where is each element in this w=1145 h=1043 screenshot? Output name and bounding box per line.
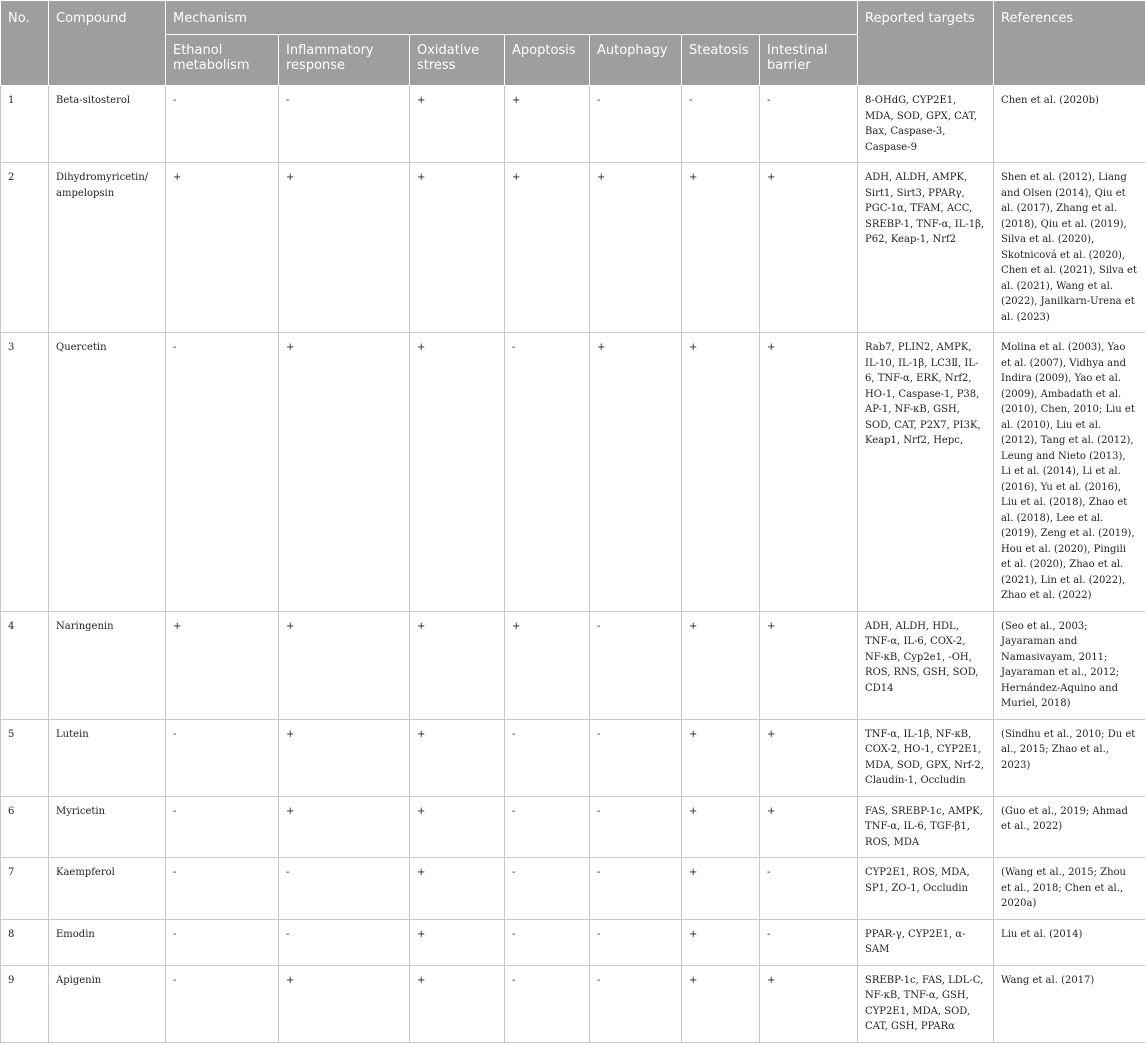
cell-no: 6	[1, 796, 49, 858]
cell-ethanol-metabolism: -	[166, 965, 279, 1042]
cell-intestinal-barrier: +	[760, 965, 858, 1042]
cell-compound: Naringenin	[49, 611, 166, 719]
cell-reported-targets: TNF-α, IL-1β, NF-κB, COX-2, HO-1, CYP2E1, MDA, SOD, GPX, Nrf-2, Claudin-1, Occludin	[858, 719, 994, 796]
table-row	[1, 919, 1145, 965]
cell-intestinal-barrier: -	[760, 86, 858, 163]
cell-steatosis: +	[682, 919, 760, 965]
cell-ethanol-metabolism: +	[166, 163, 279, 333]
cell-reported-targets: CYP2E1, ROS, MDA, SP1, ZO-1, Occludin	[858, 858, 994, 920]
cell-autophagy: -	[590, 611, 682, 719]
cell-inflammatory-response: +	[279, 611, 410, 719]
cell-compound: Lutein	[49, 719, 166, 796]
cell-compound: Dihydromyricetin/ ampelopsin	[49, 163, 166, 333]
cell-no: 8	[1, 919, 49, 965]
cell-steatosis: +	[682, 796, 760, 858]
cell-references: Liu et al. (2014)	[994, 919, 1145, 965]
subheader-intestinal-barrier: Intestinal barrier	[760, 35, 858, 86]
cell-autophagy: -	[590, 719, 682, 796]
cell-oxidative-stress: +	[410, 965, 505, 1042]
cell-oxidative-stress: +	[410, 796, 505, 858]
header-reported-targets: Reported targets	[858, 1, 994, 86]
cell-intestinal-barrier: +	[760, 719, 858, 796]
cell-oxidative-stress: +	[410, 919, 505, 965]
table-row	[1, 796, 1145, 858]
cell-reported-targets: FAS, SREBP-1c, AMPK, TNF-α, IL-6, TGF-β1, ROS, MDA	[858, 796, 994, 858]
cell-apoptosis: +	[505, 86, 590, 163]
cell-references: (Wang et al., 2015; Zhou et al., 2018; Chen et al., 2020a)	[994, 858, 1145, 920]
cell-compound: Kaempferol	[49, 858, 166, 920]
cell-apoptosis: -	[505, 719, 590, 796]
cell-compound: Myricetin	[49, 796, 166, 858]
cell-ethanol-metabolism: -	[166, 919, 279, 965]
cell-no: 4	[1, 611, 49, 719]
cell-apoptosis: +	[505, 163, 590, 333]
cell-oxidative-stress: +	[410, 719, 505, 796]
cell-inflammatory-response: +	[279, 719, 410, 796]
cell-ethanol-metabolism: -	[166, 719, 279, 796]
cell-reported-targets: PPAR-γ, CYP2E1, α-SAM	[858, 919, 994, 965]
cell-steatosis: +	[682, 333, 760, 612]
cell-ethanol-metabolism: -	[166, 858, 279, 920]
table-row	[1, 719, 1145, 796]
cell-ethanol-metabolism: -	[166, 86, 279, 163]
cell-reported-targets: 8-OHdG, CYP2E1, MDA, SOD, GPX, CAT, Bax, Caspase-3, Caspase-9	[858, 86, 994, 163]
cell-apoptosis: -	[505, 796, 590, 858]
cell-autophagy: -	[590, 796, 682, 858]
table-row	[1, 965, 1145, 1042]
cell-inflammatory-response: -	[279, 858, 410, 920]
cell-steatosis: -	[682, 86, 760, 163]
cell-reported-targets: ADH, ALDH, AMPK, Sirt1, Sirt3, PPARγ, PGC-1α, TFAM, ACC, SREBP-1, TNF-α, IL-1β, P62, Keap-1, Nrf2	[858, 163, 994, 333]
cell-compound: Emodin	[49, 919, 166, 965]
cell-no: 9	[1, 965, 49, 1042]
cell-steatosis: +	[682, 965, 760, 1042]
subheader-steatosis: Steatosis	[682, 35, 760, 86]
cell-oxidative-stress: +	[410, 86, 505, 163]
table-row	[1, 858, 1145, 920]
cell-no: 2	[1, 163, 49, 333]
table-header	[1, 1, 1145, 86]
cell-reported-targets: Rab7, PLIN2, AMPK, IL-10, IL-1β, LC3Ⅱ, IL-6, TNF-α, ERK, Nrf2, HO-1, Caspase-1, P38, AP-1, NF-κB, GSH, SOD, CAT, P2X7, PI3K, Keap1, Nrf2, Hepc,	[858, 333, 994, 612]
table-row	[1, 333, 1145, 612]
cell-apoptosis: -	[505, 965, 590, 1042]
cell-no: 5	[1, 719, 49, 796]
cell-apoptosis: +	[505, 611, 590, 719]
header-references: References	[994, 1, 1145, 86]
header-no: No.	[1, 1, 49, 86]
cell-intestinal-barrier: +	[760, 163, 858, 333]
cell-no: 1	[1, 86, 49, 163]
cell-inflammatory-response: +	[279, 163, 410, 333]
cell-steatosis: +	[682, 719, 760, 796]
cell-oxidative-stress: +	[410, 858, 505, 920]
subheader-ethanol-metabolism: Ethanol metabolism	[166, 35, 279, 86]
cell-no: 7	[1, 858, 49, 920]
cell-autophagy: -	[590, 86, 682, 163]
cell-references: Chen et al. (2020b)	[994, 86, 1145, 163]
table-row	[1, 611, 1145, 719]
cell-reported-targets: ADH, ALDH, HDL, TNF-α, IL-6, COX-2, NF-κB, Cyp2e1, -OH, ROS, RNS, GSH, SOD, CD14	[858, 611, 994, 719]
cell-references: (Sindhu et al., 2010; Du et al., 2015; Zhao et al., 2023)	[994, 719, 1145, 796]
cell-apoptosis: -	[505, 919, 590, 965]
cell-steatosis: +	[682, 611, 760, 719]
cell-intestinal-barrier: -	[760, 858, 858, 920]
cell-steatosis: +	[682, 163, 760, 333]
cell-ethanol-metabolism: -	[166, 333, 279, 612]
header-mechanism: Mechanism	[166, 1, 858, 35]
cell-apoptosis: -	[505, 333, 590, 612]
cell-inflammatory-response: +	[279, 796, 410, 858]
cell-oxidative-stress: +	[410, 163, 505, 333]
header-compound: Compound	[49, 1, 166, 86]
table-body	[1, 86, 1145, 1043]
cell-apoptosis: -	[505, 858, 590, 920]
cell-references: Molina et al. (2003), Yao et al. (2007), Vidhya and Indira (2009), Yao et al. (2009), Ambadath et al. (2010), Chen, 2010; Liu et al. (2010), Liu et al. (2012), Tang et al. (2012), Leung and Nieto (2013), Li et al. (2014), Li et al. (2016), Yu et al. (2016), Liu et al. (2018), Zhao et al. (2018), Lee et al. (2019), Zeng et al. (2019), Hou et al. (2020), Pingili et al. (2020), Zhao et al. (2021), Lin et al. (2022), Zhao et al. (2022)	[994, 333, 1145, 612]
subheader-inflammatory-response: Inflammatory response	[279, 35, 410, 86]
cell-intestinal-barrier: +	[760, 611, 858, 719]
cell-oxidative-stress: +	[410, 611, 505, 719]
cell-autophagy: -	[590, 858, 682, 920]
cell-references: (Guo et al., 2019; Ahmad et al., 2022)	[994, 796, 1145, 858]
cell-compound: Beta-sitosterol	[49, 86, 166, 163]
cell-compound: Apigenin	[49, 965, 166, 1042]
cell-ethanol-metabolism: -	[166, 796, 279, 858]
subheader-oxidative-stress: Oxidative stress	[410, 35, 505, 86]
cell-inflammatory-response: +	[279, 333, 410, 612]
table-row	[1, 163, 1145, 333]
cell-intestinal-barrier: +	[760, 796, 858, 858]
cell-autophagy: +	[590, 333, 682, 612]
table-row	[1, 86, 1145, 163]
cell-oxidative-stress: +	[410, 333, 505, 612]
cell-references: (Seo et al., 2003; Jayaraman and Namasivayam, 2011; Jayaraman et al., 2012; Hernández-Aquino and Muriel, 2018)	[994, 611, 1145, 719]
cell-steatosis: +	[682, 858, 760, 920]
cell-inflammatory-response: -	[279, 919, 410, 965]
cell-no: 3	[1, 333, 49, 612]
cell-inflammatory-response: +	[279, 965, 410, 1042]
cell-intestinal-barrier: +	[760, 333, 858, 612]
cell-autophagy: -	[590, 965, 682, 1042]
cell-reported-targets: SREBP-1c, FAS, LDL-C, NF-κB, TNF-α, GSH, CYP2E1, MDA, SOD, CAT, GSH, PPARα	[858, 965, 994, 1042]
cell-references: Shen et al. (2012), Liang and Olsen (2014), Qiu et al. (2017), Zhang et al. (2018), Qiu et al. (2019), Silva et al. (2020), Skotnicová et al. (2020), Chen et al. (2021), Silva et al. (2021), Wang et al. (2022), Janilkarn-Urena et al. (2023)	[994, 163, 1145, 333]
cell-ethanol-metabolism: +	[166, 611, 279, 719]
cell-inflammatory-response: -	[279, 86, 410, 163]
cell-autophagy: -	[590, 919, 682, 965]
subheader-autophagy: Autophagy	[590, 35, 682, 86]
cell-compound: Quercetin	[49, 333, 166, 612]
subheader-apoptosis: Apoptosis	[505, 35, 590, 86]
cell-intestinal-barrier: -	[760, 919, 858, 965]
cell-references: Wang et al. (2017)	[994, 965, 1145, 1042]
cell-autophagy: +	[590, 163, 682, 333]
